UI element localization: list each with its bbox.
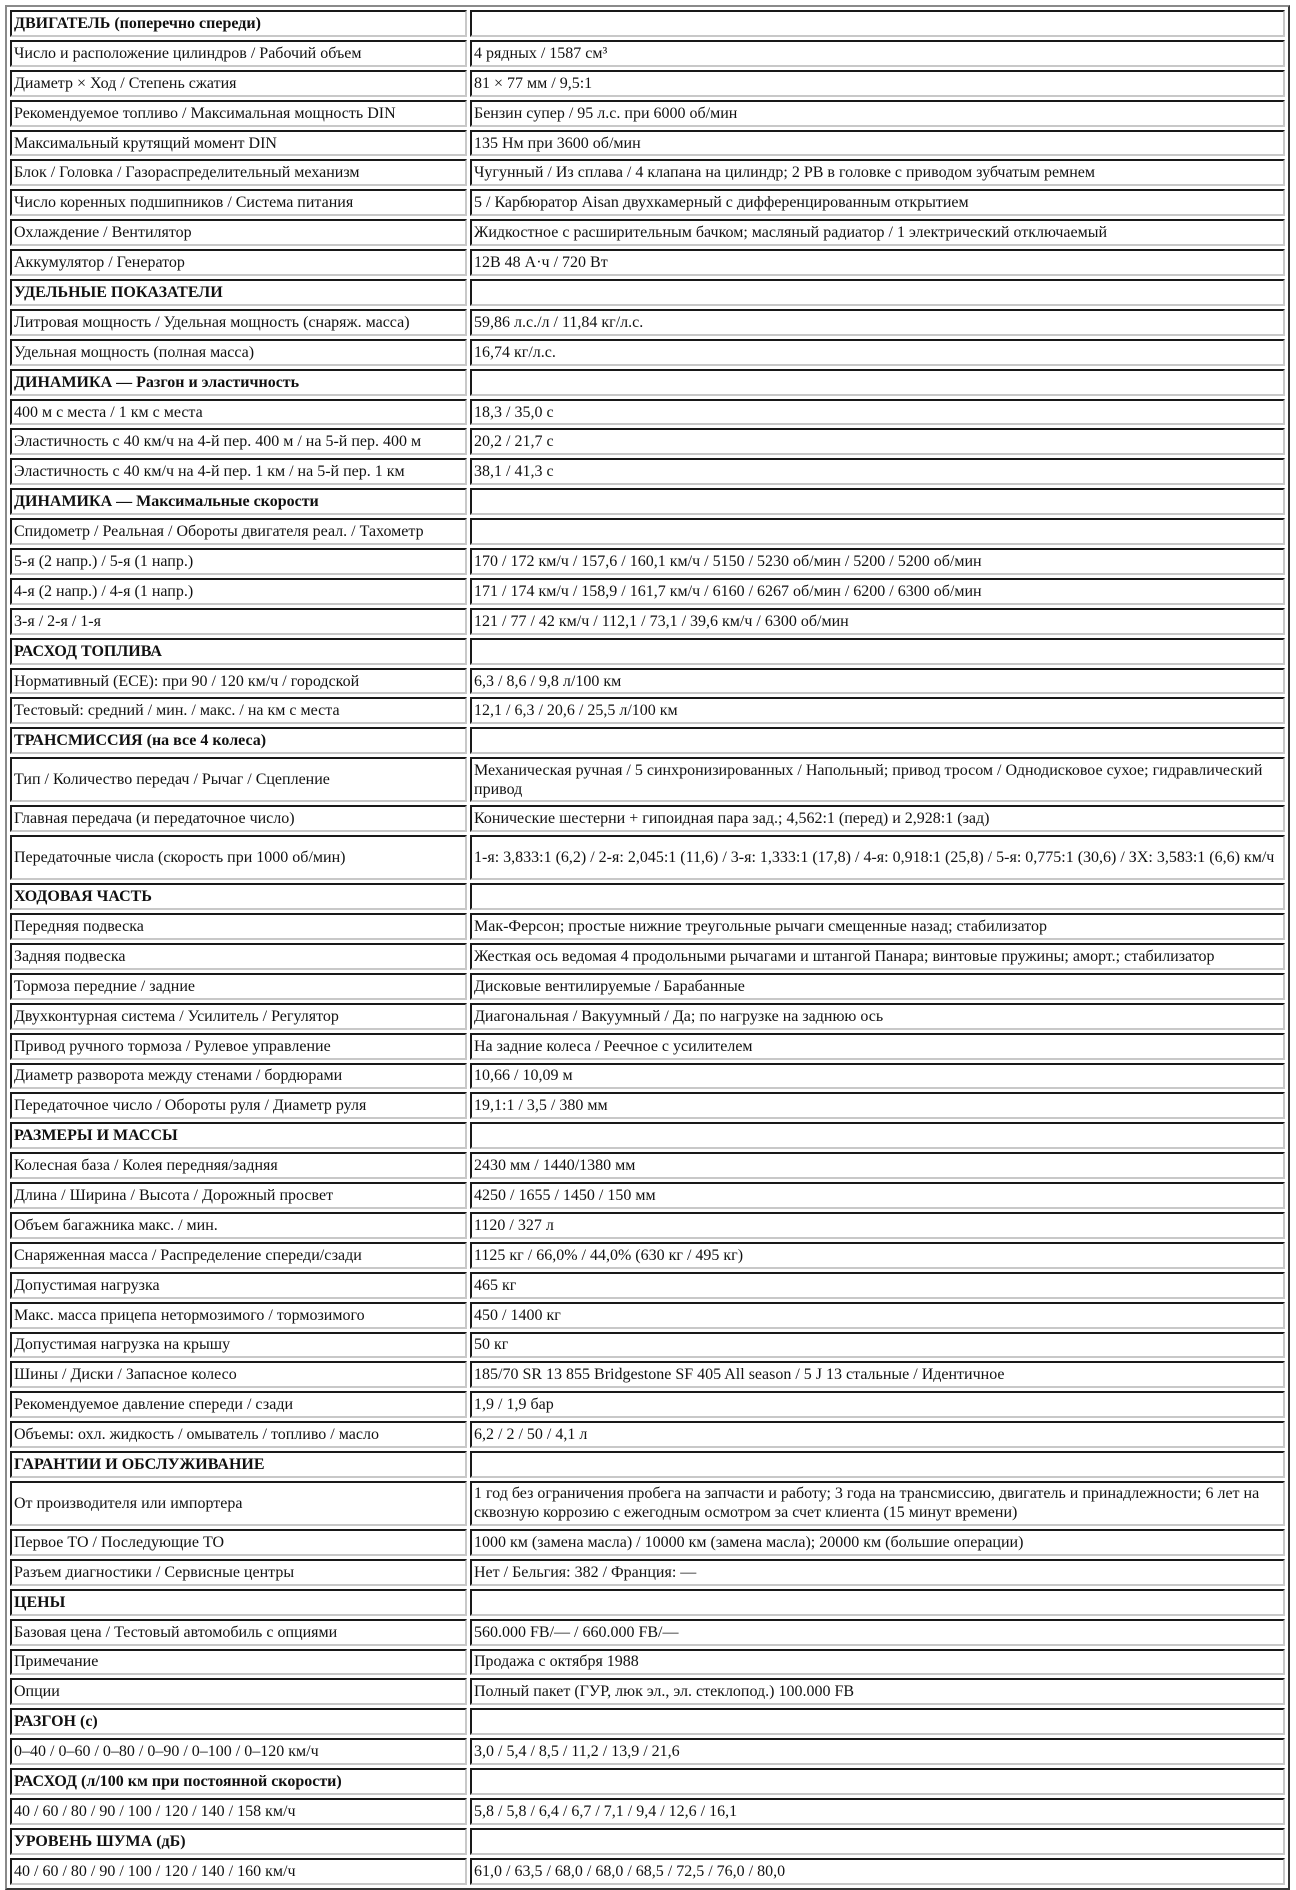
spec-label: Рекомендуемое давление спереди / сзади xyxy=(10,1391,467,1418)
spec-row xyxy=(10,1152,1285,1179)
spec-label: Опции xyxy=(10,1678,467,1705)
spec-row xyxy=(10,1559,1285,1586)
spec-label: Блок / Головка / Газораспределительный механизм xyxy=(10,159,467,186)
spec-row xyxy=(10,189,1285,216)
spec-row xyxy=(10,1242,1285,1269)
spec-row xyxy=(10,697,1285,724)
spec-label: От производителя или импортера xyxy=(10,1481,467,1526)
spec-row xyxy=(10,973,1285,1000)
spec-row xyxy=(10,219,1285,246)
section-value-empty xyxy=(470,1828,1285,1855)
spec-value: 135 Нм при 3600 об/мин xyxy=(470,130,1285,157)
section-title: ГАРАНТИИ И ОБСЛУЖИВАНИЕ xyxy=(10,1451,467,1478)
spec-value: На задние колеса / Реечное с усилителем xyxy=(470,1033,1285,1060)
spec-value: 10,66 / 10,09 м xyxy=(470,1063,1285,1090)
spec-label: Двухконтурная система / Усилитель / Регулятор xyxy=(10,1003,467,1030)
section-title: ХОДОВАЯ ЧАСТЬ xyxy=(10,883,467,910)
spec-value: 171 / 174 км/ч / 158,9 / 161,7 км/ч / 6160 / 6267 об/мин / 6200 / 6300 об/мин xyxy=(470,578,1285,605)
spec-row xyxy=(10,608,1285,635)
spec-row xyxy=(10,1738,1285,1765)
spec-value: 20,2 / 21,7 с xyxy=(470,428,1285,455)
spec-label: Максимальный крутящий момент DIN xyxy=(10,130,467,157)
spec-row xyxy=(10,913,1285,940)
spec-label: 40 / 60 / 80 / 90 / 100 / 120 / 140 / 158 км/ч xyxy=(10,1798,467,1825)
section-value-empty xyxy=(470,1122,1285,1149)
spec-label: Задняя подвеска xyxy=(10,943,467,970)
spec-row xyxy=(10,943,1285,970)
spec-value: 2430 мм / 1440/1380 мм xyxy=(470,1152,1285,1179)
spec-value: Полный пакет (ГУР, люк эл., эл. стеклопод.) 100.000 FB xyxy=(470,1678,1285,1705)
spec-row xyxy=(10,70,1285,97)
spec-label: Передаточные числа (скорость при 1000 об/мин) xyxy=(10,835,467,880)
spec-label: Колесная база / Колея передняя/задняя xyxy=(10,1152,467,1179)
spec-row xyxy=(10,1391,1285,1418)
spec-label: Тип / Количество передач / Рычаг / Сцепление xyxy=(10,757,467,802)
section-value-empty xyxy=(470,1451,1285,1478)
spec-row xyxy=(10,835,1285,880)
spec-label: Примечание xyxy=(10,1649,467,1676)
spec-value: 59,86 л.с./л / 11,84 кг/л.с. xyxy=(470,309,1285,336)
spec-label: Диаметр × Ход / Степень сжатия xyxy=(10,70,467,97)
section-header-row xyxy=(10,883,1285,910)
spec-row xyxy=(10,1678,1285,1705)
spec-value: 38,1 / 41,3 с xyxy=(470,458,1285,485)
spec-label: 4-я (2 напр.) / 4-я (1 напр.) xyxy=(10,578,467,605)
spec-value: 16,74 кг/л.с. xyxy=(470,339,1285,366)
section-value-empty xyxy=(470,369,1285,396)
spec-label: 40 / 60 / 80 / 90 / 100 / 120 / 140 / 160 км/ч xyxy=(10,1858,467,1885)
spec-row xyxy=(10,1481,1285,1526)
spec-row xyxy=(10,1332,1285,1359)
spec-label: Привод ручного тормоза / Рулевое управление xyxy=(10,1033,467,1060)
spec-row xyxy=(10,1092,1285,1119)
spec-row xyxy=(10,1033,1285,1060)
section-title: РАЗГОН (с) xyxy=(10,1708,467,1735)
spec-label: Передняя подвеска xyxy=(10,913,467,940)
section-title: ДИНАМИКА — Разгон и эластичность xyxy=(10,369,467,396)
spec-value: 81 × 77 мм / 9,5:1 xyxy=(470,70,1285,97)
spec-value: Продажа с октября 1988 xyxy=(470,1649,1285,1676)
spec-value: Механическая ручная / 5 синхронизированных / Напольный; привод тросом / Однодисковое сухое; гидравлический привод xyxy=(470,757,1285,802)
section-header-row xyxy=(10,1122,1285,1149)
section-title: РАСХОД (л/100 км при постоянной скорости) xyxy=(10,1768,467,1795)
spec-value: 18,3 / 35,0 с xyxy=(470,399,1285,426)
spec-row xyxy=(10,805,1285,832)
spec-row xyxy=(10,518,1285,545)
section-value-empty xyxy=(470,727,1285,754)
spec-row xyxy=(10,548,1285,575)
section-value-empty xyxy=(470,488,1285,515)
spec-label: Разъем диагностики / Сервисные центры xyxy=(10,1559,467,1586)
spec-label: Длина / Ширина / Высота / Дорожный просвет xyxy=(10,1182,467,1209)
spec-label: 3-я / 2-я / 1-я xyxy=(10,608,467,635)
spec-row xyxy=(10,339,1285,366)
spec-row xyxy=(10,100,1285,127)
spec-label: Рекомендуемое топливо / Максимальная мощность DIN xyxy=(10,100,467,127)
section-header-row xyxy=(10,488,1285,515)
spec-label: Объемы: охл. жидкость / омыватель / топливо / масло xyxy=(10,1421,467,1448)
spec-value: 12В 48 А·ч / 720 Вт xyxy=(470,249,1285,276)
section-title: ДВИГАТЕЛЬ (поперечно спереди) xyxy=(10,10,467,37)
spec-value: 1125 кг / 66,0% / 44,0% (630 кг / 495 кг) xyxy=(470,1242,1285,1269)
section-value-empty xyxy=(470,1589,1285,1616)
spec-value: Жидкостное с расширительным бачком; масляный радиатор / 1 электрический отключаемый xyxy=(470,219,1285,246)
spec-label: Тормоза передние / задние xyxy=(10,973,467,1000)
spec-label: 0–40 / 0–60 / 0–80 / 0–90 / 0–100 / 0–120 км/ч xyxy=(10,1738,467,1765)
spec-label: Допустимая нагрузка xyxy=(10,1272,467,1299)
spec-value: 61,0 / 63,5 / 68,0 / 68,0 / 68,5 / 72,5 / 76,0 / 80,0 xyxy=(470,1858,1285,1885)
spec-row xyxy=(10,428,1285,455)
spec-label: Аккумулятор / Генератор xyxy=(10,249,467,276)
spec-value: 1120 / 327 л xyxy=(470,1212,1285,1239)
spec-row xyxy=(10,1619,1285,1646)
spec-value: 1000 км (замена масла) / 10000 км (замена масла); 20000 км (большие операции) xyxy=(470,1529,1285,1556)
section-title: УРОВЕНЬ ШУМА (дБ) xyxy=(10,1828,467,1855)
spec-row xyxy=(10,1421,1285,1448)
spec-row xyxy=(10,1858,1285,1885)
spec-value: Жесткая ось ведомая 4 продольными рычагами и штангой Панара; винтовые пружины; аморт.; стабилизатор xyxy=(470,943,1285,970)
spec-row xyxy=(10,1361,1285,1388)
spec-row xyxy=(10,309,1285,336)
spec-value: 1-я: 3,833:1 (6,2) / 2-я: 2,045:1 (11,6) / 3-я: 1,333:1 (17,8) / 4-я: 0,918:1 (25,8) / 5-я: 0,775:1 (30,6) / ЗХ: 3,583:1 (6,6) км/ч xyxy=(470,835,1285,880)
section-header-row xyxy=(10,1708,1285,1735)
spec-row xyxy=(10,130,1285,157)
spec-row xyxy=(10,40,1285,67)
spec-label: 400 м с места / 1 км с места xyxy=(10,399,467,426)
spec-label: Базовая цена / Тестовый автомобиль с опциями xyxy=(10,1619,467,1646)
spec-value: 465 кг xyxy=(470,1272,1285,1299)
spec-label: Тестовый: средний / мин. / макс. / на км с места xyxy=(10,697,467,724)
spec-value: 121 / 77 / 42 км/ч / 112,1 / 73,1 / 39,6 км/ч / 6300 об/мин xyxy=(470,608,1285,635)
spec-label: Эластичность с 40 км/ч на 4-й пер. 1 км / на 5-й пер. 1 км xyxy=(10,458,467,485)
spec-table-body xyxy=(10,10,1285,1885)
section-header-row xyxy=(10,1589,1285,1616)
section-header-row xyxy=(10,10,1285,37)
spec-label: Число коренных подшипников / Система питания xyxy=(10,189,467,216)
spec-row xyxy=(10,1302,1285,1329)
spec-label: Спидометр / Реальная / Обороты двигателя реал. / Тахометр xyxy=(10,518,467,545)
section-value-empty xyxy=(470,638,1285,665)
section-header-row xyxy=(10,638,1285,665)
spec-value: 6,3 / 8,6 / 9,8 л/100 км xyxy=(470,668,1285,695)
spec-value: 170 / 172 км/ч / 157,6 / 160,1 км/ч / 5150 / 5230 об/мин / 5200 / 5200 об/мин xyxy=(470,548,1285,575)
spec-label: Объем багажника макс. / мин. xyxy=(10,1212,467,1239)
spec-row xyxy=(10,1649,1285,1676)
section-title: РАЗМЕРЫ И МАССЫ xyxy=(10,1122,467,1149)
section-value-empty xyxy=(470,1768,1285,1795)
spec-table xyxy=(5,5,1290,1890)
spec-row xyxy=(10,1529,1285,1556)
spec-label: Передаточное число / Обороты руля / Диаметр руля xyxy=(10,1092,467,1119)
spec-label: Эластичность с 40 км/ч на 4-й пер. 400 м / на 5-й пер. 400 м xyxy=(10,428,467,455)
spec-value: Мак-Ферсон; простые нижние треугольные рычаги смещенные назад; стабилизатор xyxy=(470,913,1285,940)
section-title: ЦЕНЫ xyxy=(10,1589,467,1616)
spec-row xyxy=(10,1212,1285,1239)
spec-label: Литровая мощность / Удельная мощность (снаряж. масса) xyxy=(10,309,467,336)
section-value-empty xyxy=(470,883,1285,910)
spec-label: Макс. масса прицепа нетормозимого / тормозимого xyxy=(10,1302,467,1329)
spec-label: Диаметр разворота между стенами / бордюрами xyxy=(10,1063,467,1090)
spec-value: 12,1 / 6,3 / 20,6 / 25,5 л/100 км xyxy=(470,697,1285,724)
section-value-empty xyxy=(470,279,1285,306)
spec-value: 50 кг xyxy=(470,1332,1285,1359)
spec-value: 5 / Карбюратор Aisan двухкамерный с дифференцированным открытием xyxy=(470,189,1285,216)
spec-row xyxy=(10,1003,1285,1030)
spec-value: 4250 / 1655 / 1450 / 150 мм xyxy=(470,1182,1285,1209)
section-title: УДЕЛЬНЫЕ ПОКАЗАТЕЛИ xyxy=(10,279,467,306)
spec-label: Допустимая нагрузка на крышу xyxy=(10,1332,467,1359)
spec-label: Нормативный (ECE): при 90 / 120 км/ч / городской xyxy=(10,668,467,695)
spec-row xyxy=(10,458,1285,485)
spec-row xyxy=(10,1182,1285,1209)
spec-value: 1,9 / 1,9 бар xyxy=(470,1391,1285,1418)
section-value-empty xyxy=(470,1708,1285,1735)
section-title: ДИНАМИКА — Максимальные скорости xyxy=(10,488,467,515)
spec-label: Число и расположение цилиндров / Рабочий объем xyxy=(10,40,467,67)
spec-row xyxy=(10,1798,1285,1825)
section-header-row xyxy=(10,1768,1285,1795)
section-value-empty xyxy=(470,10,1285,37)
section-header-row xyxy=(10,369,1285,396)
section-header-row xyxy=(10,1451,1285,1478)
spec-row xyxy=(10,249,1285,276)
spec-row xyxy=(10,159,1285,186)
section-title: РАСХОД ТОПЛИВА xyxy=(10,638,467,665)
spec-value: Диагональная / Вакуумный / Да; по нагрузке на заднюю ось xyxy=(470,1003,1285,1030)
spec-label: Первое ТО / Последующие ТО xyxy=(10,1529,467,1556)
spec-value: 560.000 FB/— / 660.000 FB/— xyxy=(470,1619,1285,1646)
spec-value: 185/70 SR 13 855 Bridgestone SF 405 All season / 5 J 13 стальные / Идентичное xyxy=(470,1361,1285,1388)
spec-row xyxy=(10,668,1285,695)
spec-row xyxy=(10,1063,1285,1090)
spec-label: Шины / Диски / Запасное колесо xyxy=(10,1361,467,1388)
spec-row xyxy=(10,578,1285,605)
spec-label: Удельная мощность (полная масса) xyxy=(10,339,467,366)
spec-value: Бензин супер / 95 л.с. при 6000 об/мин xyxy=(470,100,1285,127)
section-header-row xyxy=(10,279,1285,306)
spec-value: 1 год без ограничения пробега на запчасти и работу; 3 года на трансмиссию, двигатель и принадлежности; 6 лет на сквозную коррозию с ежегодным осмотром за счет клиента (15 минут времени) xyxy=(470,1481,1285,1526)
spec-value: 3,0 / 5,4 / 8,5 / 11,2 / 13,9 / 21,6 xyxy=(470,1738,1285,1765)
spec-value: Нет / Бельгия: 382 / Франция: — xyxy=(470,1559,1285,1586)
spec-value: 6,2 / 2 / 50 / 4,1 л xyxy=(470,1421,1285,1448)
spec-label: Охлаждение / Вентилятор xyxy=(10,219,467,246)
spec-value xyxy=(470,518,1285,545)
spec-row xyxy=(10,757,1285,802)
spec-value: 450 / 1400 кг xyxy=(470,1302,1285,1329)
spec-row xyxy=(10,399,1285,426)
spec-value: Дисковые вентилируемые / Барабанные xyxy=(470,973,1285,1000)
spec-label: Снаряженная масса / Распределение спереди/сзади xyxy=(10,1242,467,1269)
spec-value: Чугунный / Из сплава / 4 клапана на цилиндр; 2 РВ в головке с приводом зубчатым ремнем xyxy=(470,159,1285,186)
spec-row xyxy=(10,1272,1285,1299)
section-title: ТРАНСМИССИЯ (на все 4 колеса) xyxy=(10,727,467,754)
section-header-row xyxy=(10,727,1285,754)
spec-value: 19,1:1 / 3,5 / 380 мм xyxy=(470,1092,1285,1119)
spec-value: Конические шестерни + гипоидная пара зад.; 4,562:1 (перед) и 2,928:1 (зад) xyxy=(470,805,1285,832)
section-header-row xyxy=(10,1828,1285,1855)
spec-value: 5,8 / 5,8 / 6,4 / 6,7 / 7,1 / 9,4 / 12,6 / 16,1 xyxy=(470,1798,1285,1825)
spec-label: 5-я (2 напр.) / 5-я (1 напр.) xyxy=(10,548,467,575)
spec-value: 4 рядных / 1587 см³ xyxy=(470,40,1285,67)
spec-label: Главная передача (и передаточное число) xyxy=(10,805,467,832)
